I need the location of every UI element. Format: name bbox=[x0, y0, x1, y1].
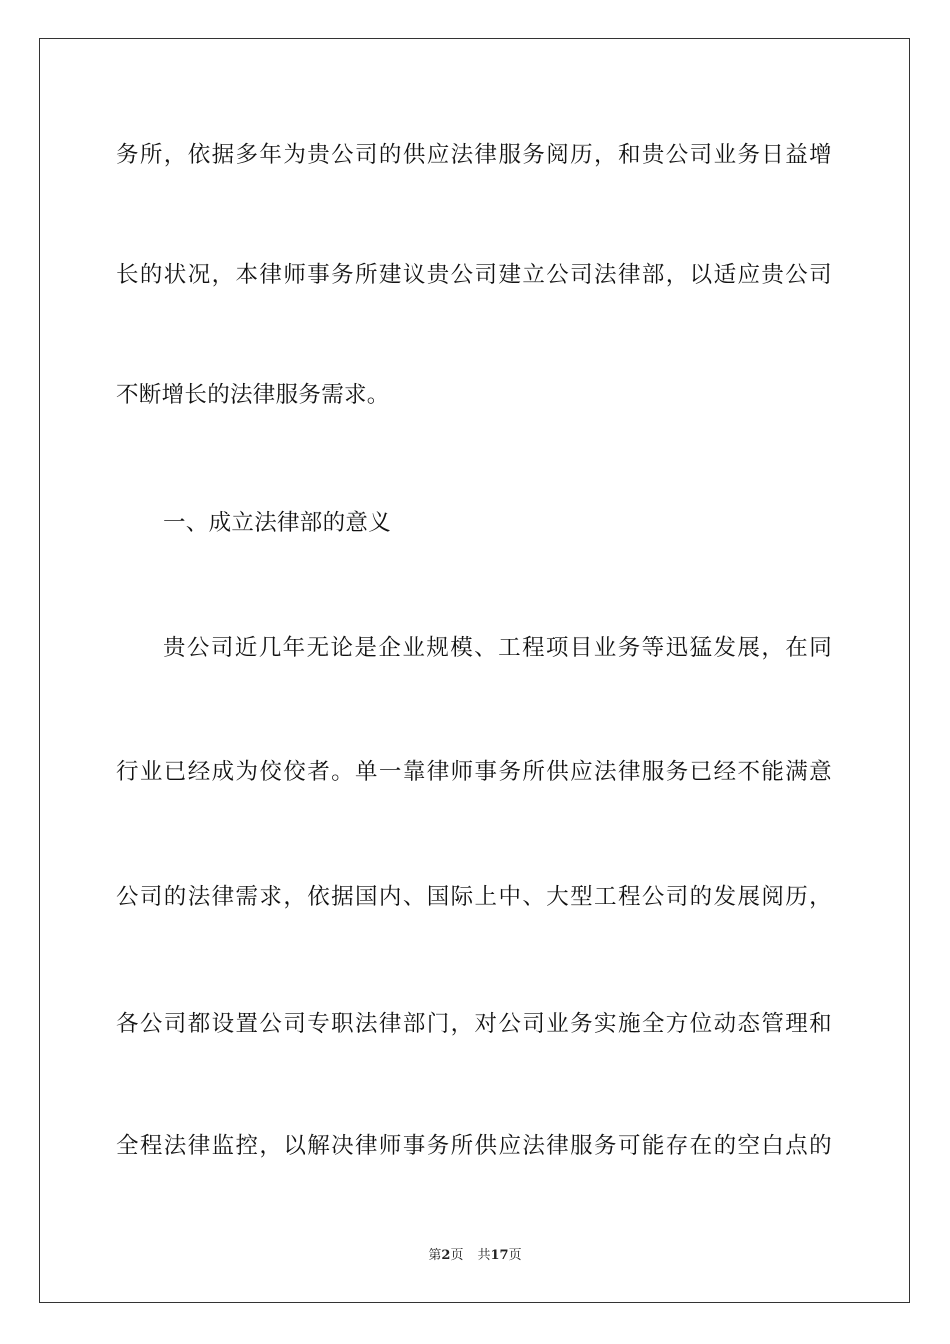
paragraph-line: 公司的法律需求，依据国内、国际上中、大型工程公司的发展阅历， bbox=[116, 884, 832, 910]
total-prefix: 共 bbox=[477, 1248, 491, 1263]
page-footer bbox=[0, 1247, 950, 1265]
current-page-number: 2 bbox=[441, 1248, 451, 1263]
paragraph-line: 行业已经成为佼佼者。单一靠律师事务所供应法律服务已经不能满意 bbox=[116, 759, 832, 785]
page-suffix: 页 bbox=[450, 1248, 464, 1263]
page-prefix: 第 bbox=[428, 1248, 442, 1263]
paragraph-line: 全程法律监控，以解决律师事务所供应法律服务可能存在的空白点的 bbox=[116, 1133, 832, 1159]
paragraph-line: 务所，依据多年为贵公司的供应法律服务阅历，和贵公司业务日益增 bbox=[116, 142, 832, 168]
paragraph-line: 各公司都设置公司专职法律部门，对公司业务实施全方位动态管理和 bbox=[116, 1011, 832, 1037]
section-heading: 一、成立法律部的意义 bbox=[163, 510, 392, 536]
page-border bbox=[39, 38, 910, 1303]
total-page-count: 17 bbox=[490, 1248, 509, 1263]
paragraph-line: 不断增长的法律服务需求。 bbox=[116, 382, 390, 408]
paragraph-line: 长的状况，本律师事务所建议贵公司建立公司法律部，以适应贵公司 bbox=[116, 262, 832, 288]
total-suffix: 页 bbox=[508, 1248, 522, 1263]
paragraph-line: 贵公司近几年无论是企业规模、工程项目业务等迅猛发展，在同 bbox=[163, 635, 832, 661]
